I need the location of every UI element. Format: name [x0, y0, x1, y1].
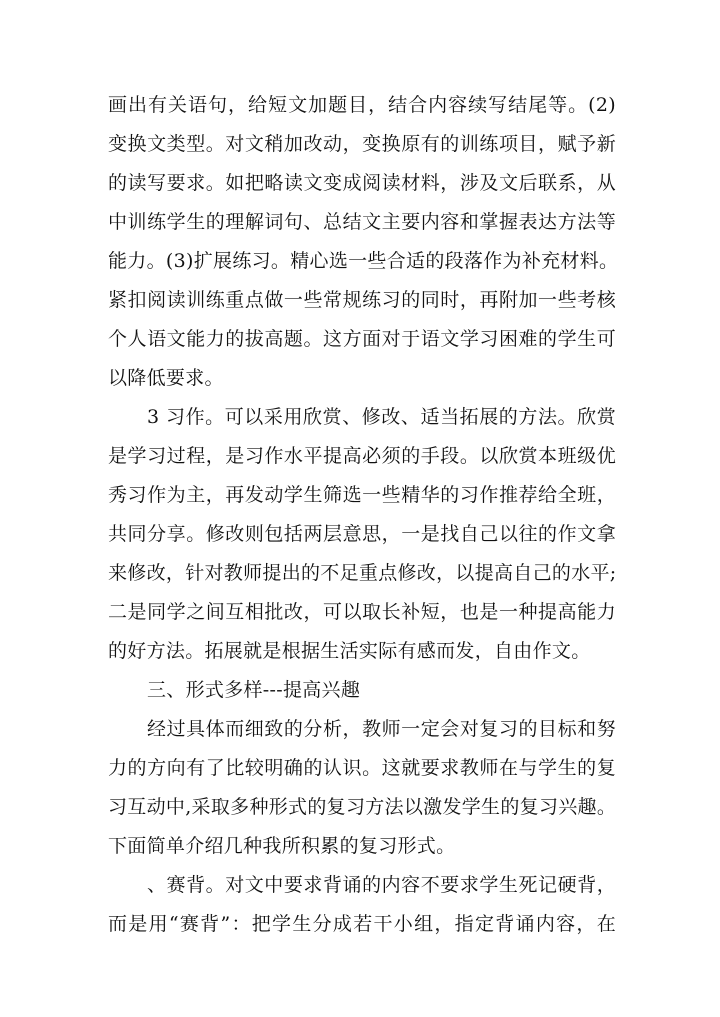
text-line: 3 习作。可以采用欣赏、修改、适当拓展的方法。欣赏	[147, 406, 616, 428]
text-line: 共同分享。修改则包括两层意思，一是找自己以往的作文拿	[108, 523, 616, 545]
text-line: 紧扣阅读训练重点做一些常规练习的同时，再附加一些考核	[108, 289, 616, 311]
text-line: 、赛背。对文中要求背诵的内容不要求学生死记硬背，	[147, 874, 616, 896]
text-line: 能力。(3)扩展练习。精心选一些合适的段落作为补充材料。	[108, 250, 619, 272]
text-line: 二是同学之间互相批改，可以取长补短，也是一种提高能力	[108, 601, 616, 623]
text-line: 力的方向有了比较明确的认识。这就要求教师在与学生的复	[108, 757, 616, 779]
text-line: 而是用“赛背”：把学生分成若干小组，指定背诵内容，在	[108, 913, 616, 935]
text-line: 下面简单介绍几种我所积累的复习形式。	[108, 835, 456, 857]
text-line: 秀习作为主，再发动学生筛选一些精华的习作推荐给全班，	[108, 484, 616, 506]
text-line: 的好方法。拓展就是根据生活实际有感而发，自由作文。	[108, 640, 591, 662]
text-line: 中训练学生的理解词句、总结文主要内容和掌握表达方法等	[108, 211, 616, 233]
text-line: 个人语文能力的拔高题。这方面对于语文学习困难的学生可	[108, 328, 616, 350]
section-heading: 三、形式多样---提高兴趣	[147, 679, 361, 701]
text-line: 变换文类型。对文稍加改动，变换原有的训练项目，赋予新	[108, 133, 616, 155]
text-line: 以降低要求。	[108, 367, 224, 389]
text-line: 经过具体而细致的分析，教师一定会对复习的目标和努	[147, 718, 616, 740]
text-line: 是学习过程，是习作水平提高必须的手段。以欣赏本班级优	[108, 445, 616, 467]
text-line: 的读写要求。如把略读文变成阅读材料，涉及文后联系，从	[108, 172, 616, 194]
text-line: 来修改，针对教师提出的不足重点修改，以提高自己的水平;	[108, 562, 617, 584]
text-line: 画出有关语句，给短文加题目，结合内容续写结尾等。(2)	[108, 94, 616, 116]
text-line: 习互动中,采取多种形式的复习方法以激发学生的复习兴趣。	[108, 796, 617, 818]
